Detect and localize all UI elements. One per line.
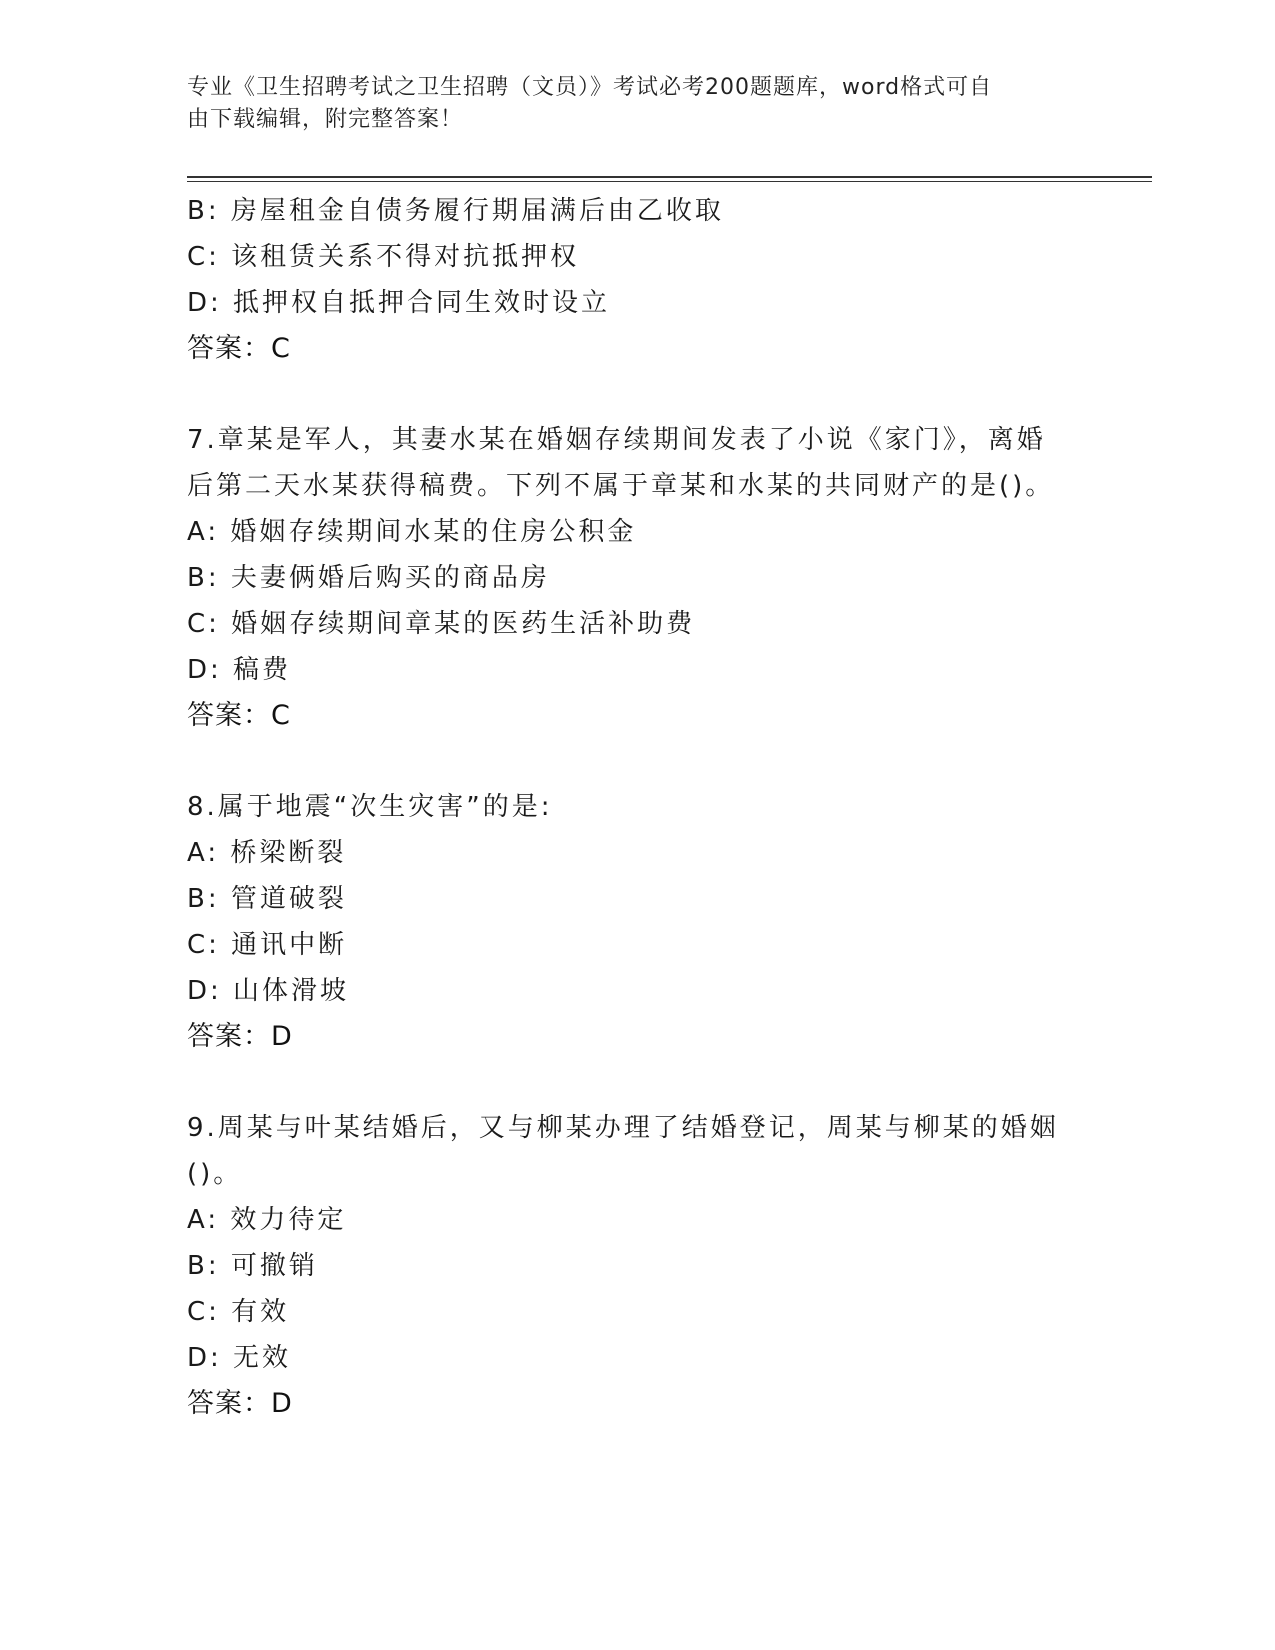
answer-line: 答案：D <box>187 1388 293 1419</box>
option-a: A: 效力待定 <box>187 1205 347 1235</box>
answer-line: 答案：C <box>187 700 291 731</box>
option-a: A: 桥梁断裂 <box>187 838 347 868</box>
option-c: C: 婚姻存续期间章某的医药生活补助费 <box>187 609 696 639</box>
option-b: B: 房屋租金自债务履行期届满后由乙收取 <box>187 196 724 226</box>
option-d: D: 稿费 <box>187 655 292 685</box>
option-b: B: 夫妻俩婚后购买的商品房 <box>187 563 550 593</box>
option-d: D: 抵押权自抵押合同生效时设立 <box>187 288 611 318</box>
question-stem-line: 后第二天水某获得稿费。下列不属于章某和水某的共同财产的是()。 <box>187 471 1055 501</box>
spacer <box>187 1060 1087 1105</box>
question-block-7 <box>187 417 1087 739</box>
document-body <box>187 188 1087 1427</box>
spacer <box>187 372 1087 417</box>
question-block-9 <box>187 1105 1087 1427</box>
question-stem-line: ()。 <box>187 1159 243 1189</box>
question-stem-line: 9.周某与叶某结婚后，又与柳某办理了结婚登记，周某与柳某的婚姻 <box>187 1113 1059 1143</box>
answer-line: 答案：D <box>187 1021 293 1052</box>
option-c: C: 通讯中断 <box>187 930 348 960</box>
question-stem-line: 8.属于地震“次生灾害”的是: <box>187 792 553 822</box>
header-line-2: 由下载编辑，附完整答案！ <box>187 107 464 132</box>
question-stem-line: 7.章某是军人，其妻水某在婚姻存续期间发表了小说《家门》，离婚 <box>187 425 1046 455</box>
option-d: D: 无效 <box>187 1343 292 1373</box>
header-divider-thin <box>187 181 1152 182</box>
answer-line: 答案：C <box>187 333 291 364</box>
option-c: C: 有效 <box>187 1297 290 1327</box>
option-a: A: 婚姻存续期间水某的住房公积金 <box>187 517 637 547</box>
option-b: B: 管道破裂 <box>187 884 347 914</box>
option-c: C: 该租赁关系不得对抗抵押权 <box>187 242 580 272</box>
spacer <box>187 739 1087 784</box>
document-header <box>187 72 1067 136</box>
header-line-1: 专业《卫生招聘考试之卫生招聘（文员）》考试必考200题题库，word格式可自 <box>187 75 993 100</box>
header-divider-thick <box>187 176 1152 178</box>
question-block-6-continued <box>187 188 1087 372</box>
option-b: B: 可撤销 <box>187 1251 318 1281</box>
question-block-8 <box>187 784 1087 1060</box>
option-d: D: 山体滑坡 <box>187 976 350 1006</box>
